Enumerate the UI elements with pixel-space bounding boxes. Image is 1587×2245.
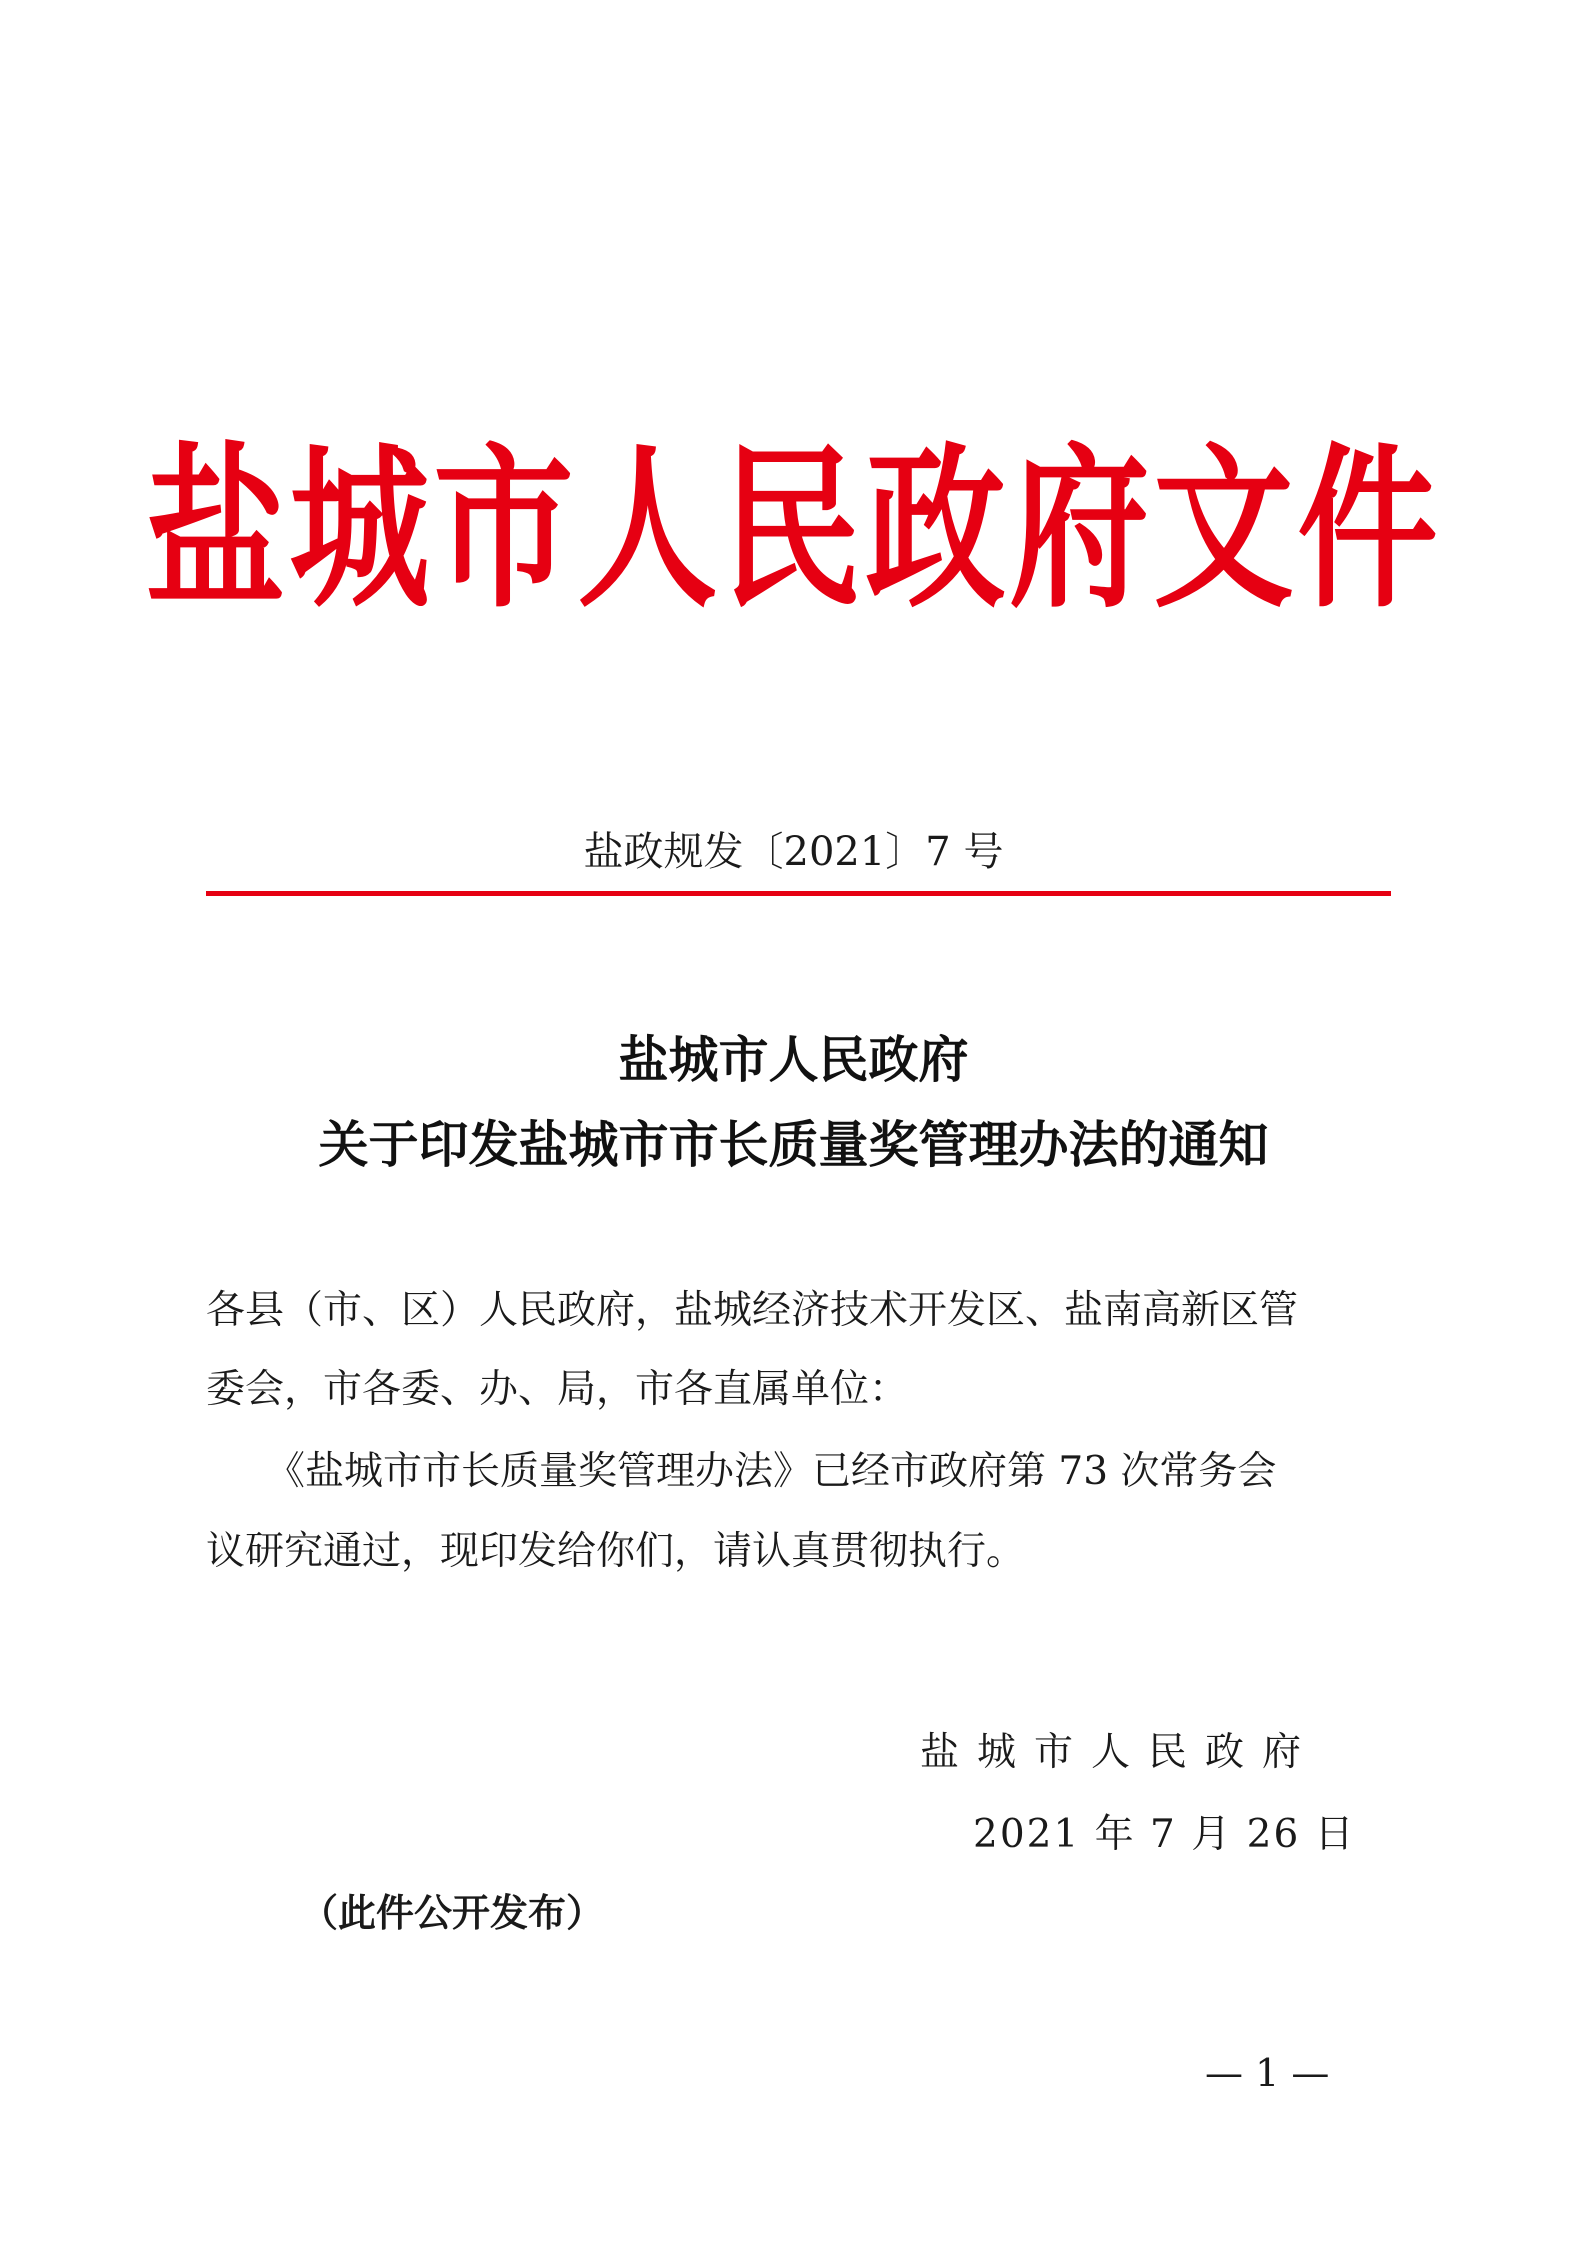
document-number: 盐政规发〔2021〕7 号 (583, 829, 1004, 875)
publication-note: （此件公开发布） (300, 1891, 605, 1935)
content-line1: 《盐城市市长质量奖管理办法》已经市政府第 73 次常务会 (266, 1449, 1277, 1494)
notice-title-line1: 盐城市人民政府 (618, 1030, 969, 1089)
page-number: — 1 — (1205, 2051, 1330, 2095)
addressee-line2: 委会，市各委、办、局，市各直属单位： (206, 1367, 909, 1412)
signature-issuer: 盐城市人民政府 (920, 1730, 1320, 1775)
red-divider-line (206, 891, 1391, 896)
notice-title-line2: 关于印发盐城市市长质量奖管理办法的通知 (318, 1115, 1269, 1174)
signature-date: 2021 年 7 月 26 日 (973, 1812, 1356, 1857)
content-line2: 议研究通过，现印发给你们，请认真贯彻执行。 (206, 1529, 1026, 1574)
addressee-line1: 各县（市、区）人民政府，盐城经济技术开发区、盐南高新区管 (206, 1288, 1299, 1333)
issuer-header-title: 盐城市人民政府文件 (145, 427, 1442, 633)
